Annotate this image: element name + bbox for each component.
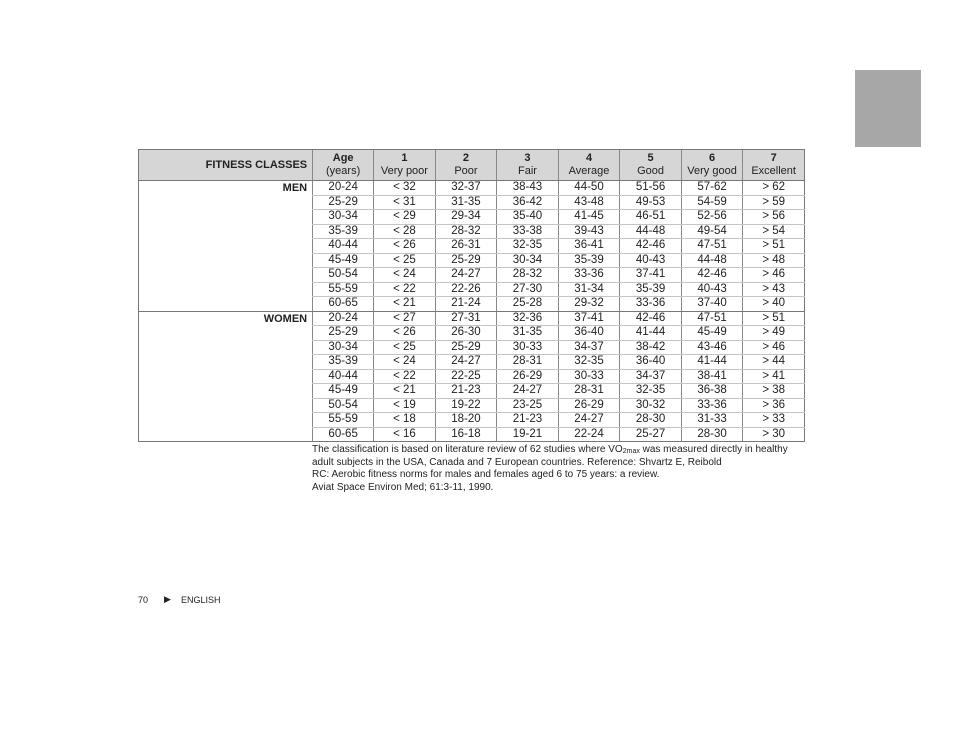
class-header-2 — [435, 150, 497, 181]
section-tab-block — [855, 70, 921, 147]
footnote — [312, 444, 812, 494]
value-cell: 51-56 — [620, 181, 682, 196]
value-cell: 28-31 — [558, 384, 620, 399]
table-row — [139, 181, 805, 196]
value-cell: 28-31 — [497, 355, 559, 370]
value-cell: < 21 — [374, 384, 436, 399]
value-cell: 30-33 — [558, 369, 620, 384]
value-cell: 24-27 — [558, 413, 620, 428]
value-cell: < 29 — [374, 210, 436, 225]
age-cell: 20-24 — [313, 181, 374, 196]
value-cell: 52-56 — [681, 210, 743, 225]
value-cell: 37-40 — [681, 297, 743, 312]
class-number: 4 — [585, 152, 593, 164]
value-cell: > 54 — [743, 224, 805, 239]
value-cell: < 19 — [374, 398, 436, 413]
value-cell: 32-35 — [497, 239, 559, 254]
value-cell: > 40 — [743, 297, 805, 312]
value-cell: 28-32 — [435, 224, 497, 239]
value-cell: 40-43 — [620, 253, 682, 268]
header-row — [139, 150, 805, 181]
language-label: ENGLISH — [180, 594, 221, 605]
value-cell: 29-34 — [435, 210, 497, 225]
value-cell: 44-48 — [620, 224, 682, 239]
age-cell: 35-39 — [313, 224, 374, 239]
value-cell: 25-29 — [435, 340, 497, 355]
value-cell: 32-36 — [497, 311, 559, 326]
value-cell: 33-36 — [681, 398, 743, 413]
class-header-6 — [681, 150, 743, 181]
value-cell: < 26 — [374, 239, 436, 254]
right-triangle-icon: ▶ — [164, 594, 171, 604]
value-cell: 44-48 — [681, 253, 743, 268]
value-cell: 41-45 — [558, 210, 620, 225]
fitness-classes-table — [138, 149, 805, 442]
value-cell: 42-46 — [620, 239, 682, 254]
class-number: 2 — [462, 152, 470, 164]
value-cell: 37-41 — [558, 311, 620, 326]
value-cell: 29-32 — [558, 297, 620, 312]
value-cell: 24-27 — [435, 268, 497, 283]
value-cell: 43-46 — [681, 340, 743, 355]
class-number: 7 — [770, 152, 777, 164]
value-cell: 21-24 — [435, 297, 497, 312]
value-cell: 22-25 — [435, 369, 497, 384]
group-label-women: WOMEN — [139, 311, 313, 442]
value-cell: 33-38 — [497, 224, 559, 239]
value-cell: 38-41 — [681, 369, 743, 384]
age-header — [313, 150, 374, 181]
value-cell: > 51 — [743, 239, 805, 254]
value-cell: < 24 — [374, 268, 436, 283]
value-cell: 44-50 — [558, 181, 620, 196]
value-cell: 41-44 — [620, 326, 682, 341]
value-cell: < 21 — [374, 297, 436, 312]
value-cell: > 56 — [743, 210, 805, 225]
value-cell: > 36 — [743, 398, 805, 413]
table-header — [139, 150, 805, 181]
value-cell: 19-22 — [435, 398, 497, 413]
age-cell: 50-54 — [313, 398, 374, 413]
value-cell: 26-29 — [497, 369, 559, 384]
class-number: 3 — [524, 152, 531, 164]
value-cell: 25-27 — [620, 427, 682, 442]
value-cell: < 22 — [374, 369, 436, 384]
value-cell: 33-36 — [620, 297, 682, 312]
value-cell: 36-41 — [558, 239, 620, 254]
value-cell: 41-44 — [681, 355, 743, 370]
value-cell: > 49 — [743, 326, 805, 341]
class-label: Very good — [687, 165, 737, 177]
value-cell: > 33 — [743, 413, 805, 428]
age-cell: 20-24 — [313, 311, 374, 326]
class-label: Good — [637, 165, 664, 177]
value-cell: 34-37 — [558, 340, 620, 355]
value-cell: < 28 — [374, 224, 436, 239]
value-cell: 21-23 — [497, 413, 559, 428]
value-cell: 26-29 — [558, 398, 620, 413]
age-cell: 45-49 — [313, 384, 374, 399]
value-cell: 26-31 — [435, 239, 497, 254]
value-cell: 35-40 — [497, 210, 559, 225]
age-cell: 40-44 — [313, 239, 374, 254]
class-header-5 — [620, 150, 682, 181]
value-cell: 22-24 — [558, 427, 620, 442]
age-cell: 25-29 — [313, 326, 374, 341]
value-cell: 49-53 — [620, 195, 682, 210]
value-cell: 38-43 — [497, 181, 559, 196]
value-cell: > 46 — [743, 268, 805, 283]
class-label: Very poor — [380, 165, 428, 177]
page-footer — [138, 594, 220, 605]
group-label-men: MEN — [139, 181, 313, 312]
footnote-line-3: RC: Aerobic fitness norms for males and females aged 6 to 75 years: a review. — [312, 469, 660, 480]
value-cell: 35-39 — [620, 282, 682, 297]
value-cell: 16-18 — [435, 427, 497, 442]
footnote-line-1-start: The classification is based on literature review of 62 studies where VO — [312, 444, 623, 455]
value-cell: > 44 — [743, 355, 805, 370]
value-cell: 57-62 — [681, 181, 743, 196]
value-cell: 28-30 — [681, 427, 743, 442]
age-cell: 40-44 — [313, 369, 374, 384]
value-cell: < 18 — [374, 413, 436, 428]
value-cell: 27-30 — [497, 282, 559, 297]
value-cell: 47-51 — [681, 311, 743, 326]
age-cell: 55-59 — [313, 282, 374, 297]
value-cell: < 26 — [374, 326, 436, 341]
class-header-1 — [374, 150, 436, 181]
value-cell: > 43 — [743, 282, 805, 297]
class-header-4 — [558, 150, 620, 181]
value-cell: 36-42 — [497, 195, 559, 210]
age-header-sub: (years) — [326, 165, 361, 177]
footnote-line-4: Aviat Space Environ Med; 61:3-11, 1990. — [312, 481, 494, 493]
class-header-7 — [743, 150, 805, 181]
value-cell: < 16 — [374, 427, 436, 442]
age-header-title: Age — [332, 152, 354, 164]
class-number: 1 — [401, 152, 408, 164]
value-cell: 40-43 — [681, 282, 743, 297]
value-cell: > 38 — [743, 384, 805, 399]
value-cell: 54-59 — [681, 195, 743, 210]
value-cell: 24-27 — [435, 355, 497, 370]
footnote-line-1 — [312, 444, 812, 457]
age-cell: 25-29 — [313, 195, 374, 210]
value-cell: 34-37 — [620, 369, 682, 384]
value-cell: 24-27 — [497, 384, 559, 399]
value-cell: < 25 — [374, 253, 436, 268]
value-cell: 30-32 — [620, 398, 682, 413]
value-cell: 28-30 — [620, 413, 682, 428]
value-cell: 45-49 — [681, 326, 743, 341]
age-cell: 35-39 — [313, 355, 374, 370]
value-cell: 38-42 — [620, 340, 682, 355]
value-cell: > 48 — [743, 253, 805, 268]
class-number: 5 — [647, 152, 654, 164]
value-cell: < 25 — [374, 340, 436, 355]
value-cell: 25-29 — [435, 253, 497, 268]
class-label: Poor — [454, 165, 478, 177]
value-cell: 37-41 — [620, 268, 682, 283]
footnote-line-2: adult subjects in the USA, Canada and 7 European countries. Reference: Shvartz E, Reibold — [312, 456, 722, 468]
footnote-vo2max-subscript: 2max — [622, 448, 640, 455]
age-cell: 55-59 — [313, 413, 374, 428]
age-cell: 45-49 — [313, 253, 374, 268]
age-cell: 30-34 — [313, 340, 374, 355]
value-cell: > 51 — [743, 311, 805, 326]
value-cell: 46-51 — [620, 210, 682, 225]
value-cell: 23-25 — [497, 398, 559, 413]
value-cell: 31-35 — [497, 326, 559, 341]
fitness-classes-header: FITNESS CLASSES — [139, 150, 313, 181]
value-cell: > 41 — [743, 369, 805, 384]
value-cell: 36-40 — [558, 326, 620, 341]
value-cell: > 46 — [743, 340, 805, 355]
value-cell: 36-38 — [681, 384, 743, 399]
value-cell: < 24 — [374, 355, 436, 370]
value-cell: 26-30 — [435, 326, 497, 341]
value-cell: 47-51 — [681, 239, 743, 254]
age-cell: 50-54 — [313, 268, 374, 283]
value-cell: 42-46 — [681, 268, 743, 283]
value-cell: 32-35 — [620, 384, 682, 399]
value-cell: > 62 — [743, 181, 805, 196]
value-cell: 28-32 — [497, 268, 559, 283]
class-label: Average — [568, 165, 610, 177]
value-cell: < 22 — [374, 282, 436, 297]
value-cell: 39-43 — [558, 224, 620, 239]
class-header-3 — [497, 150, 559, 181]
age-cell: 30-34 — [313, 210, 374, 225]
value-cell: 43-48 — [558, 195, 620, 210]
page-number: 70 — [138, 594, 149, 605]
value-cell: 31-35 — [435, 195, 497, 210]
value-cell: 21-23 — [435, 384, 497, 399]
value-cell: > 30 — [743, 427, 805, 442]
class-label: Fair — [518, 165, 537, 177]
value-cell: < 31 — [374, 195, 436, 210]
value-cell: 31-34 — [558, 282, 620, 297]
age-cell: 60-65 — [313, 297, 374, 312]
age-cell: 60-65 — [313, 427, 374, 442]
value-cell: > 59 — [743, 195, 805, 210]
value-cell: 18-20 — [435, 413, 497, 428]
value-cell: 49-54 — [681, 224, 743, 239]
value-cell: 30-33 — [497, 340, 559, 355]
table-body — [139, 181, 805, 442]
value-cell: 19-21 — [497, 427, 559, 442]
value-cell: 32-37 — [435, 181, 497, 196]
value-cell: 35-39 — [558, 253, 620, 268]
value-cell: 36-40 — [620, 355, 682, 370]
value-cell: 22-26 — [435, 282, 497, 297]
value-cell: 30-34 — [497, 253, 559, 268]
class-number: 6 — [709, 152, 716, 164]
table-row — [139, 311, 805, 326]
value-cell: 42-46 — [620, 311, 682, 326]
value-cell: 31-33 — [681, 413, 743, 428]
value-cell: 27-31 — [435, 311, 497, 326]
value-cell: 25-28 — [497, 297, 559, 312]
class-label: Excellent — [751, 165, 796, 177]
value-cell: 33-36 — [558, 268, 620, 283]
value-cell: < 27 — [374, 311, 436, 326]
value-cell: 32-35 — [558, 355, 620, 370]
value-cell: < 32 — [374, 181, 436, 196]
footnote-line-1-end: was measured directly in healthy — [639, 444, 788, 455]
